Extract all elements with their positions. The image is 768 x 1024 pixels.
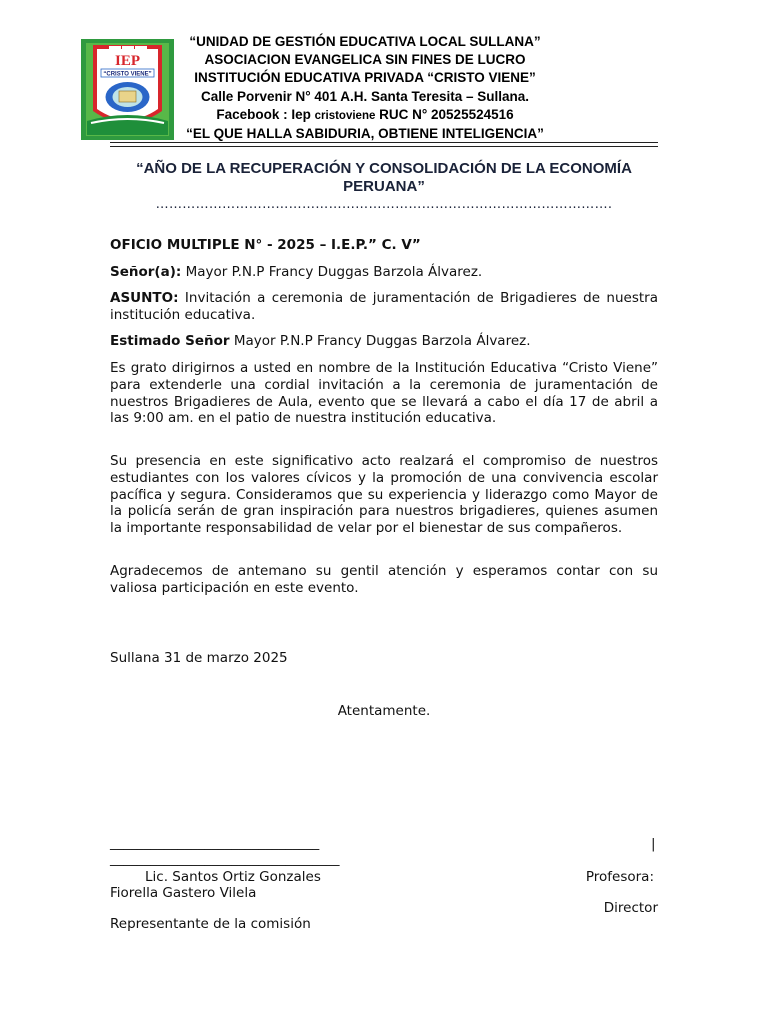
body-paragraph-2: Su presencia en este significativo acto realzará el compromiso de nuestros estudiantes con los valores cívicos y la promoción de una convivencia escolar pacífica y segura. Consideramos que su experiencia y liderazgo como Mayor de la policía serán de gran inspiración para nuestros brigadieres, quienes asumen la importante responsabilidad de velar por el bienestar de sus compañeros. (110, 453, 658, 537)
logo-ribbon: “CRISTO VIENE” (103, 71, 152, 78)
closing-text: Atentamente. (337, 703, 431, 719)
header-line-contact (180, 106, 550, 125)
body-paragraph-3: Agradecemos de antemano su gentil atención y esperamos contar con su valiosa participación en este evento. (110, 563, 658, 596)
signer-role-right: Profesora: (585, 869, 654, 885)
signer-role-left: Representante de la comisión (110, 916, 311, 932)
letterhead (180, 33, 550, 143)
ruc-number: RUC N° 20525524516 (379, 106, 514, 122)
signer-role-director: Director (603, 900, 658, 916)
recipient-value: Mayor P.N.P Francy Duggas Barzola Álvarez. (181, 264, 483, 280)
header-rule-thick (110, 142, 658, 143)
header-line-institucion: INSTITUCIÓN EDUCATIVA PRIVADA “CRISTO VIENE” (194, 70, 536, 86)
signer-name-second: Fiorella Gastero Vilela (110, 885, 257, 901)
date-line: Sullana 31 de marzo 2025 (110, 650, 288, 666)
subject-line (110, 290, 658, 324)
facebook-handle: cristoviene (314, 109, 376, 122)
dotted-separator: …………………………………………………………………………………………. (155, 197, 613, 212)
greeting-label: Estimado Señor (110, 333, 230, 349)
header-motto: “EL QUE HALLA SABIDURIA, OBTIENE INTELIGENCIA” (186, 126, 544, 142)
year-title: “AÑO DE LA RECUPERACIÓN Y CONSOLIDACIÓN DE LA ECONOMÍA PERUANA” (136, 160, 632, 195)
header-line-address: Calle Porvenir N° 401 A.H. Santa Teresita – Sullana. (200, 88, 530, 104)
header-line-ugel: “UNIDAD DE GESTIÓN EDUCATIVA LOCAL SULLANA” (189, 34, 541, 49)
subject-label: ASUNTO: (110, 290, 179, 306)
signature-pipe: | (651, 836, 656, 852)
body-paragraph-1: Es grato dirigirnos a usted en nombre de la Institución Educativa “Cristo Viene” para extenderle una cordial invitación a la ceremonia de juramentación de nuestros Brigadieres de Aula, evento que se llevará a cabo el día 17 de abril a las 9:00 am. en el patio de nuestra institución educativa. (110, 360, 658, 427)
signature-line-second: __________________________________ (110, 851, 340, 867)
facebook-label: Facebook : Iep (216, 106, 311, 122)
subject-value: Invitación a ceremonia de juramentación de Brigadieres de nuestra institución educativa. (110, 290, 658, 323)
logo-initials: IEP (114, 53, 141, 69)
greeting-line (110, 333, 658, 350)
signature-line-left: _______________________________ (110, 835, 320, 851)
signer-name-left: Lic. Santos Ortiz Gonzales (145, 869, 321, 885)
recipient-line (110, 264, 658, 281)
header-rule-thin (110, 146, 658, 147)
greeting-value: Mayor P.N.P Francy Duggas Barzola Álvarez. (229, 333, 531, 349)
school-logo (81, 39, 174, 140)
oficio-text: OFICIO MULTIPLE N° - 2025 – I.E.P.” C. V” (110, 237, 421, 253)
oficio-number (110, 237, 658, 254)
logo-book (119, 91, 136, 102)
header-line-asociacion: ASOCIACION EVANGELICA SIN FINES DE LUCRO (204, 52, 526, 68)
recipient-label: Señor(a): (110, 264, 182, 280)
